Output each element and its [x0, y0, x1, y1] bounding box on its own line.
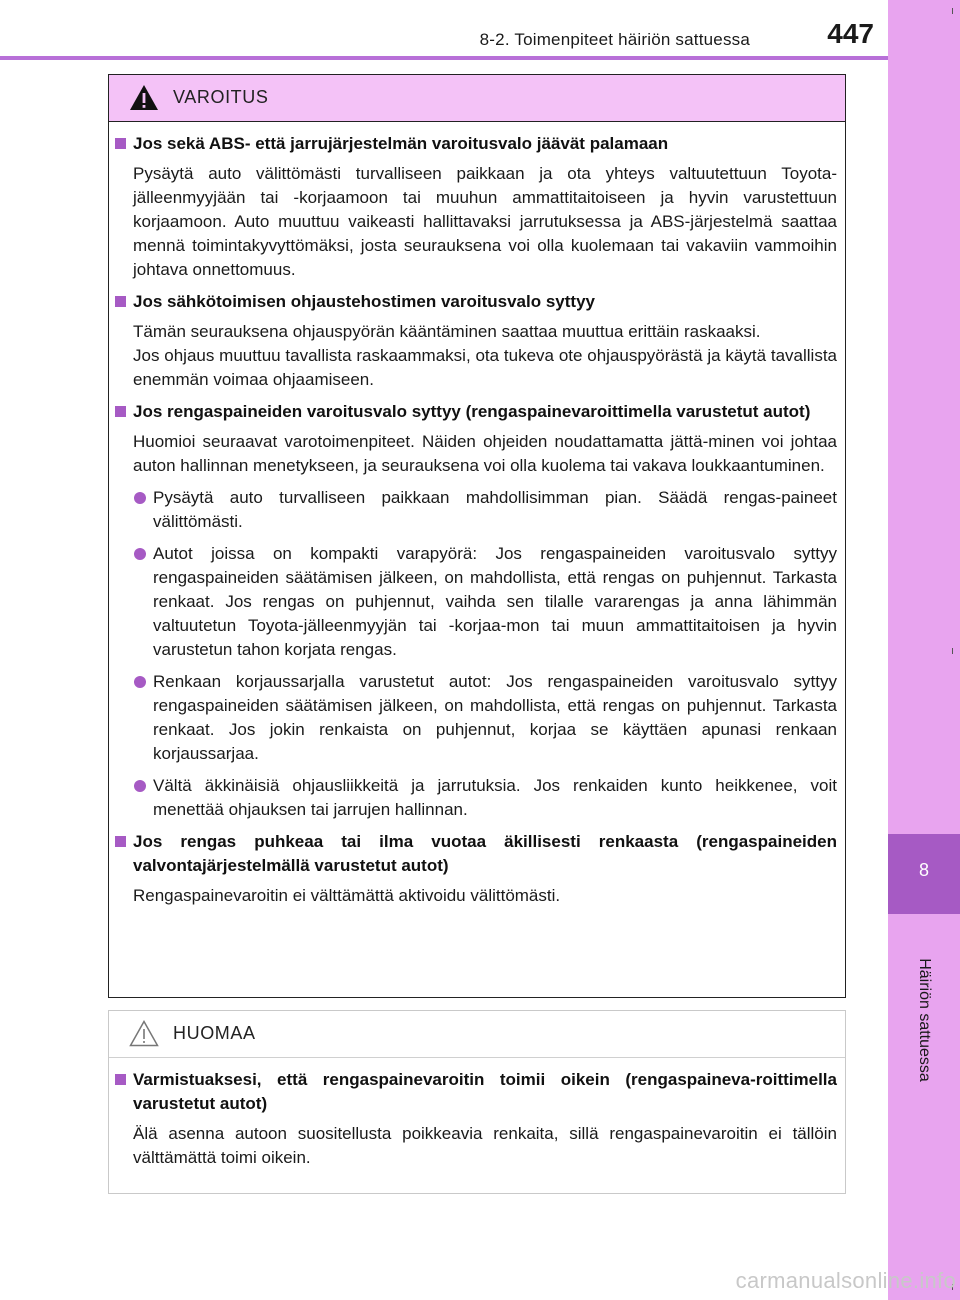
section-heading [109, 830, 837, 878]
list-item [109, 486, 837, 534]
warning-body [109, 122, 845, 908]
section [109, 132, 837, 282]
square-bullet-icon [115, 296, 126, 307]
paragraph: Tämän seurauksena ohjauspyörän kääntäminen saattaa muuttua erittäin raskaaksi. [133, 322, 761, 341]
section [109, 830, 837, 908]
paragraph: Huomioi seuraavat varotoimenpiteet. Näiden ohjeiden noudattamatta jättä-minen voi johtaa auton hallinnan menetykseen, ja seurauksena voi olla kuolema tai vakava loukkaantuminen. [133, 432, 837, 475]
chapter-number: 8 [918, 860, 929, 880]
list-item-text: Pysäytä auto turvalliseen paikkaan mahdollisimman pian. Säädä rengas-paineet välittömästi. [153, 488, 837, 531]
section-heading-text: Jos sekä ABS- että jarrujärjestelmän varoitusvalo jäävät palamaan [133, 134, 669, 153]
round-bullet-icon [134, 780, 146, 792]
list-item-text: Renkaan korjaussarjalla varustetut autot: Jos rengaspaineiden varoitusvalo syttyy rengaspaineiden säätämisen jälkeen, on mahdollista, että rengas on puhjennut. Tarkasta renkaat. Jos jokin renkaista on puhjennut, korjaa se käyttäen apunasi renkaan korjaussarjaa. [153, 672, 837, 763]
paragraph: Jos ohjaus muuttuu tavallista raskaammaksi, ota tukeva ote ohjauspyörästä ja käytä tavallista enemmän voimaa ohjaamiseen. [133, 346, 837, 389]
square-bullet-icon [115, 138, 126, 149]
paragraph: Pysäytä auto välittömästi turvalliseen paikkaan ja ota yhteys valtuutettuun Toyota-jälleenmyyjään tai -korjaamoon tai muuhun ammattitaitoiseen ja hyvin varustettuun korjaamoon. Auto muuttuu vaikeasti hallittavaksi jarrutuksessa ja ABS-järjestelmä saattaa mennä toimintakyvyttömäksi, josta seurauksena voi olla kuolemaan tai vakaviin vammoihin johtava onnettomuus. [133, 164, 837, 279]
crop-mark [952, 648, 953, 654]
section-heading-text: Jos rengaspaineiden varoitusvalo syttyy (rengaspainevaroittimella varustetut autot) [133, 402, 811, 421]
list-item [109, 542, 837, 662]
header-rule [0, 56, 888, 60]
page-number: 447 [827, 18, 874, 49]
section-heading-text: Jos rengas puhkeaa tai ilma vuotaa äkillisesti renkaasta (rengaspaineiden valvontajärjestelmällä varustetut autot) [133, 832, 837, 875]
list-item [109, 670, 837, 766]
caution-triangle-icon [129, 1020, 159, 1047]
section [109, 400, 837, 822]
square-bullet-icon [115, 1074, 126, 1085]
warning-triangle-icon [129, 84, 159, 111]
section-heading-text: Varmistuaksesi, että rengaspainevaroitin toimii oikein (rengaspaineva-roittimella varustetut autot) [133, 1070, 837, 1113]
round-bullet-icon [134, 548, 146, 560]
section [109, 1068, 837, 1170]
paragraph: Rengaspainevaroitin ei välttämättä aktivoidu välittömästi. [133, 886, 561, 905]
chapter-label: Häiriön sattuessa [916, 958, 933, 1082]
list-item [109, 774, 837, 822]
warning-box [108, 74, 846, 998]
list-item-text: Autot joissa on kompakti varapyörä: Jos rengaspaineiden varoitusvalo syttyy rengaspaineiden säätämisen jälkeen, on mahdollista, että rengas on puhjennut. Tarkasta renkaat. Jos rengas on puhjennut, vaihda sen tilalle vararengas ja anna lähimmän valtuutetun Toyota-jälleenmyyjän tai -korjaa-mon tai muun ammattitaitoisen ja hyvin varustetun tahon korjata rengas. [153, 544, 837, 659]
section-heading [109, 400, 837, 424]
section-heading [109, 132, 837, 156]
page-header [0, 0, 888, 56]
section [109, 290, 837, 392]
notice-box [108, 1010, 846, 1194]
round-bullet-icon [134, 492, 146, 504]
list-item-text: Vältä äkkinäisiä ohjausliikkeitä ja jarrutuksia. Jos renkaiden kunto heikkenee, voit menettää ohjauksen tai jarrujen hallinnan. [153, 776, 837, 819]
warning-title: VAROITUS [173, 87, 269, 107]
notice-body [109, 1058, 845, 1170]
section-heading-text: Jos sähkötoimisen ohjaustehostimen varoitusvalo syttyy [133, 292, 595, 311]
section-heading [109, 290, 837, 314]
chapter-side-tab [888, 0, 960, 1300]
warning-header [109, 75, 845, 122]
chapter-number-box [888, 834, 960, 914]
section-heading [109, 1068, 837, 1116]
notice-title: HUOMAA [173, 1023, 256, 1043]
notice-header [109, 1011, 845, 1058]
crop-mark [952, 8, 953, 14]
round-bullet-icon [134, 676, 146, 688]
watermark: carmanualsonline.info [735, 1268, 956, 1293]
section-title: 8-2. Toimenpiteet häiriön sattuessa [479, 30, 750, 49]
square-bullet-icon [115, 836, 126, 847]
paragraph: Älä asenna autoon suositellusta poikkeavia renkaita, sillä rengaspainevaroitin ei tällöin välttämättä toimi oikein. [133, 1124, 837, 1167]
square-bullet-icon [115, 406, 126, 417]
